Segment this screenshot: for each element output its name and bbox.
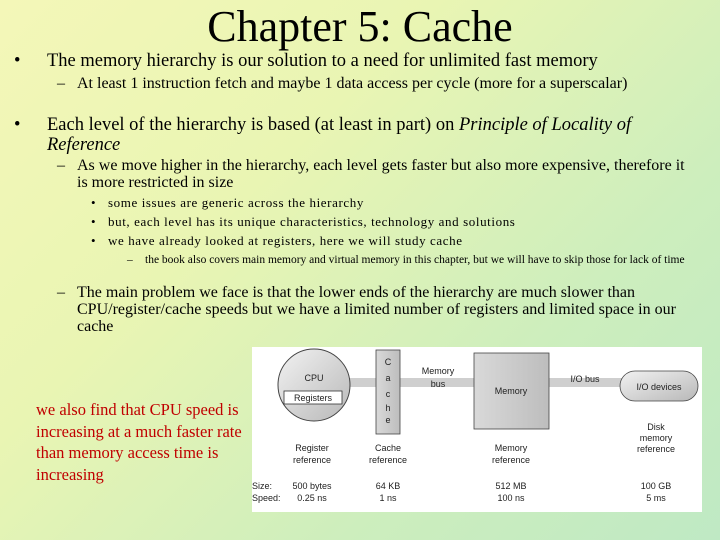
- cpu-label: CPU: [304, 373, 324, 383]
- sub-bullet-text: At least 1 instruction fetch and maybe 1 data access per cycle (more for a superscalar): [77, 75, 628, 92]
- ref-label: Disk: [647, 422, 665, 432]
- speed-label: Speed:: [252, 493, 281, 503]
- ref-label: memory: [639, 433, 673, 443]
- list-item: [91, 212, 515, 231]
- size-value: 64 KB: [375, 481, 401, 491]
- sub-bullet-text: The main problem we face is that the lower ends of the hierarchy are much slower than CPU/register/cache speeds but we have a limited number of registers and limited space in our cache: [77, 284, 676, 335]
- sub-bullet-faster-expensive: [57, 157, 697, 191]
- sub-bullet-text: As we move higher in the hierarchy, each level gets faster but also more expensive, therefore it is more restricted in size: [77, 157, 685, 191]
- bullet-glyph: •: [91, 214, 97, 229]
- list-item-text: we have already looked at registers, here we will study cache: [108, 233, 463, 248]
- speed-value: 0.25 ns: [297, 493, 327, 503]
- size-value: 500 bytes: [292, 481, 332, 491]
- bullet-glyph: •: [14, 51, 21, 71]
- dash-glyph: –: [57, 75, 65, 92]
- bullet-text: [47, 115, 697, 155]
- bullet-glyph: •: [14, 115, 21, 135]
- bullet-glyph: •: [91, 195, 97, 210]
- memory-label: Memory: [494, 386, 528, 396]
- cpu-circle: [278, 349, 350, 421]
- size-value: 100 GB: [640, 481, 672, 491]
- bullet-text-plain: Each level of the hierarchy is based (at least in part) on: [47, 115, 459, 135]
- cpu-speed-note: we also find that CPU speed is increasing at a much faster rate than memory access time is increasing: [36, 400, 242, 484]
- speed-value: 100 ns: [497, 493, 525, 503]
- cache-letter: h: [385, 403, 391, 413]
- io-bus-label: I/O bus: [570, 374, 600, 384]
- memory-bus-label: Memory: [421, 366, 455, 376]
- note-book-coverage: [127, 254, 717, 266]
- list-item: [91, 231, 463, 250]
- cache-letter: C: [384, 357, 392, 367]
- slide-title: Chapter 5: Cache: [207, 2, 513, 51]
- speed-value: 5 ms: [646, 493, 666, 503]
- list-item-text: some issues are generic across the hierarchy: [108, 195, 364, 210]
- dash-glyph: –: [57, 284, 65, 301]
- cache-letter: e: [385, 415, 391, 425]
- ref-label: Register: [295, 443, 329, 453]
- cache-letter: c: [385, 389, 391, 399]
- sub-bullet-main-problem: [57, 284, 697, 335]
- memory-hierarchy-diagram: [252, 347, 702, 512]
- ref-label: reference: [368, 455, 408, 465]
- ref-label: reference: [636, 444, 676, 454]
- ref-label: reference: [292, 455, 332, 465]
- bullet-text-italic: Principle of Locality of Reference: [47, 115, 632, 155]
- bullet-glyph: •: [91, 233, 97, 248]
- io-devices-label: I/O devices: [636, 382, 682, 392]
- sub-bullet-instruction-fetch: [57, 75, 697, 92]
- size-label: Size:: [252, 481, 273, 491]
- note-text: the book also covers main memory and virtual memory in this chapter, but we will have to skip those for lack of time: [145, 254, 685, 266]
- bullet-text: The memory hierarchy is our solution to a need for unlimited fast memory: [47, 51, 598, 71]
- ref-label: reference: [491, 455, 531, 465]
- memory-bus-label: bus: [430, 379, 446, 389]
- cache-letter: a: [385, 373, 391, 383]
- ref-label: Cache: [374, 443, 402, 453]
- ref-label: Memory: [494, 443, 528, 453]
- list-item-text: but, each level has its unique characteristics, technology and solutions: [108, 214, 516, 229]
- speed-value: 1 ns: [379, 493, 397, 503]
- dash-glyph: –: [57, 157, 65, 174]
- dash-glyph: –: [127, 254, 133, 266]
- list-item: [91, 193, 364, 212]
- size-value: 512 MB: [495, 481, 527, 491]
- registers-label: Registers: [293, 393, 333, 403]
